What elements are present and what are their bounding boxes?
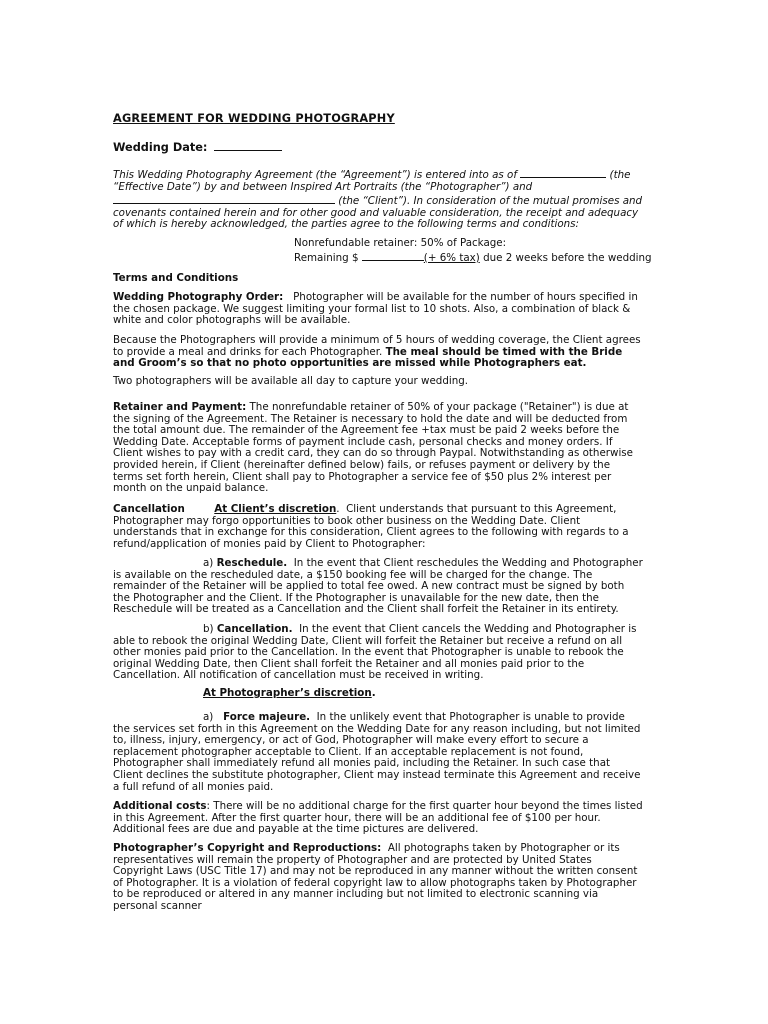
reschedule-text: In the event that Client reschedules the Wedding and Photographer is available on the rescheduled date, a $150 booking fee will be charged for the change. The remainder of the Retainer will be applied to total fee owed. A new contract must be signed by both the Photographer and the Client. If the Photographer is unavailable for the new date, then the Reschedule will be treated as a Cancellation and the Client shall forfeit the Retainer in its entirety. xyxy=(113,557,643,616)
intro-text-2: (the “Effective Date”) by and between Inspired Art Portraits (the “Photographer”) and xyxy=(113,169,631,193)
retainer-paragraph xyxy=(113,402,643,495)
copyright-text: All photographs taken by Photographer or its representatives will remain the property of Photographer and are protected by United States Copyright Laws (USC Title 17) and may not be reproduced in any manner without the written consent of Photographer. It is a violation of federal copyright law to allow photographs taken by Photographer to be reproduced or altered in any manner including but not limited to electronic scanning via personal scanner xyxy=(113,842,638,912)
copyright-heading: Photographer’s Copyright and Reproductions: xyxy=(113,842,382,854)
cancellation-b-paragraph xyxy=(113,624,643,682)
intro-paragraph xyxy=(113,167,643,231)
reschedule-paragraph xyxy=(113,558,643,616)
cancellation-b-heading: Cancellation. xyxy=(216,623,293,635)
retainer-heading: Retainer and Payment: xyxy=(113,401,247,413)
cancellation-b-label: b) xyxy=(203,623,217,635)
reschedule-heading: Reschedule. xyxy=(216,557,288,569)
fee-summary xyxy=(294,238,674,264)
cancellation-text: Client understands that pursuant to this Agreement, Photographer may forgo opportunities to book other business on the Wedding Date. Client understands that in exchange for this consideration, Client agrees to the following with regards to a refund/application of monies paid by Client to Photographer: xyxy=(113,503,629,550)
photographer-discretion-heading: At Photographer’s discretion xyxy=(203,687,372,699)
order-text: Photographer will be available for the number of hours specified in the chosen package. We suggest limiting your formal list to 10 shots. Also, a combination of black & white and color photographs will be available. xyxy=(113,291,638,327)
remaining-amount-blank xyxy=(362,250,424,261)
meal-bold-text: The meal should be timed with the Bride and Groom’s so that no photo opportunities are missed while Photographers eat. xyxy=(113,345,623,370)
intro-text-3: (the “Client”). In consideration of the mutual promises and covenants contained herein and for other good and valuable consideration, the receipt and adequacy of which is hereby acknowledged, the parties agree to the following terms and conditions: xyxy=(113,195,643,231)
wedding-date-field xyxy=(113,140,643,154)
meal-text: Because the Photographers will provide a minimum of 5 hours of wedding coverage, the Client agrees to provide a meal and drinks for each Photographer. xyxy=(113,334,641,358)
reschedule-label: a) xyxy=(203,557,217,569)
wedding-date-label: Wedding Date: xyxy=(113,141,208,154)
retainer-line: Nonrefundable retainer: 50% of Package: xyxy=(294,237,507,249)
cancellation-paragraph: Cancellation At Client’s discretion. Client understands that pursuant to this Agreement, Photographer may forgo opportunities to book other business on the Wedding Date. Client understands that in exchange for this consideration, Client agrees to the following with regards to a refund/application of monies paid by Client to Photographer: xyxy=(113,503,629,550)
remaining-tax: (+ 6% tax) xyxy=(423,251,480,264)
remaining-line: Remaining $ (+ 6% tax) due 2 weeks before the wedding xyxy=(294,251,652,264)
force-majeure-label: a) xyxy=(203,711,214,723)
additional-costs-paragraph xyxy=(113,801,643,836)
document-title: AGREEMENT FOR WEDDING PHOTOGRAPHY xyxy=(113,112,395,125)
copyright-paragraph xyxy=(113,843,643,913)
intro-text-1: This Wedding Photography Agreement (the “Agreement”) is entered into as of xyxy=(113,169,517,181)
cancellation-heading: Cancellation xyxy=(113,503,185,515)
force-majeure-heading: Force majeure. xyxy=(223,711,311,723)
order-heading: Wedding Photography Order: xyxy=(113,291,284,303)
meal-paragraph xyxy=(113,335,643,370)
two-photographers-paragraph: Two photographers will be available all day to capture your wedding. xyxy=(113,375,469,387)
cancellation-b-text: In the event that Client cancels the Wedding and Photographer is able to rebook the original Wedding Date, Client will forfeit the Retainer but receive a refund on all other monies paid prior to the Cancellation. In the event that Photographer is unable to rebook the original Wedding Date, then Client shall forfeit the Retainer and all monies paid prior to the Cancellation. All notification of cancellation must be received in writing. xyxy=(113,623,637,682)
client-discretion-heading: At Client’s discretion xyxy=(214,503,337,515)
client-name-blank xyxy=(113,193,335,204)
wedding-date-blank xyxy=(214,140,282,151)
retainer-text: The nonrefundable retainer of 50% of your package ("Retainer") is due at the signing of the Agreement. The Retainer is necessary to hold the date and will be deducted from the total amount due. The remainder of the Agreement fee +tax must be paid 2 weeks before the Wedding Date. Acceptable forms of payment include cash, personal checks and money orders. If Client wishes to pay with a credit card, they can do so through Paypal. Notwithstanding as otherwise provided herein, if Client (hereinafter defined below) fails, or refuses payment or delivery by the terms set forth herein, Client shall pay to Photographer a service fee of $50 plus 2% interest per month on the unpaid balance. xyxy=(113,401,634,495)
terms-heading: Terms and Conditions xyxy=(113,272,239,284)
force-majeure-paragraph xyxy=(113,712,643,793)
order-paragraph xyxy=(113,292,643,327)
force-majeure-text: In the unlikely event that Photographer is unable to provide the services set forth in this Agreement on the Wedding Date for any reason including, but not limited to, illness, injury, emergency, or act of God, Photographer will make every effort to secure a replacement photographer acceptable to Client. If an acceptable replacement is not found, Photographer shall immediately refund all monies paid, including the Retainer. In such case that Client declines the substitute photographer, Client may instead terminate this Agreement and receive a full refund of all monies paid. xyxy=(113,711,641,793)
additional-costs-heading: Additional costs xyxy=(113,800,207,812)
effective-date-blank xyxy=(520,167,606,178)
additional-costs-text: : There will be no additional charge for the first quarter hour beyond the times listed in this Agreement. After the first quarter hour, there will be an additional fee of $100 per hour. Additional fees are due and payable at the time pictures are delivered. xyxy=(113,800,643,836)
photographer-discretion-line: At Photographer’s discretion. xyxy=(203,687,376,699)
